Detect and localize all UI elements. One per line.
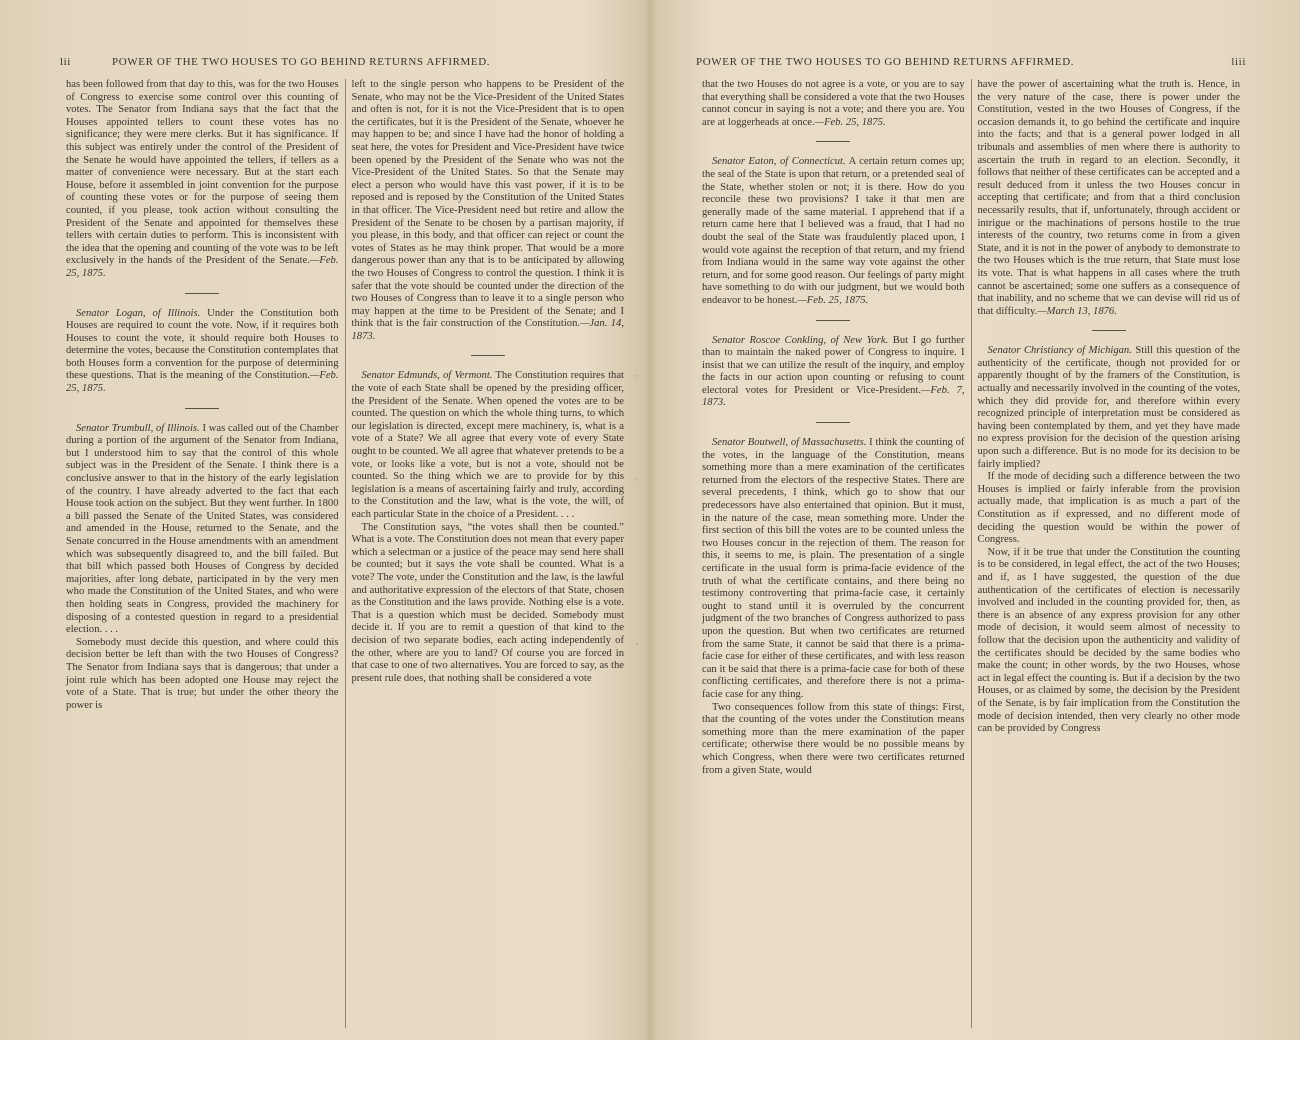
paragraph-text: The Constitution requires that the vote of each State shall be opened by the presiding officer, the President of the Senate. When opened the votes are to be counted. The question on which the whole thing turns, to which our legislation is directed, except mere machinery, is, what is a vote of a State? We all agree that every vote of every State ought to be counted. We all agree that whatever pretends to be a vote, or looks like a vote, but is not a vote, should not be counted. So the thing which we are to provide for by this legislation is a means of ascertaining fairly and truly, according to the Constitution and the law, what is the vote, the will, of each particular State in the choice of a President. . . .	[351, 370, 624, 520]
section-divider	[816, 320, 850, 321]
paragraph-text: has been followed from that day to this, was for the two Houses of Congress to exercise some control over this counting of votes. The Senator from Indiana says that the fact that the Houses appointed tellers to count these votes has no significance; they were mere clerks. But it has significance. If this subject was entirely under the control of the President of the Senate he would have appointed the tellers, if tellers as a matter of convenience were necessary. But at the start each House, before it assembled in joint convention for the purpose of counting these votes or for the purpose of seeing them counted, if you please, took action without consulting the President of the Senate and appointed for themselves these tellers with certain duties to perform. This is inconsistent with the idea that the opening and counting of the vote was to be left exclusively in the hands of the President of the Senate.	[66, 79, 339, 267]
paragraph: Somebody must decide this question, and where could this decision better be left than with the two Houses of Congress? The Senator from Indiana says that is dangerous; that under a joint rule which has been adopted one House may reject the vote of a State. That is true; but under the other theory the power is	[66, 636, 339, 711]
section-divider	[1092, 330, 1126, 331]
paragraph-text: I was called out of the Chamber during a portion of the argument of the Senator from Indiana, but I understood him to say that the control of this whole subject was in the President of the Senate. I think there is a conclusive answer to that in the history of the early legislation of the country. I have already adverted to the fact that each House took action on the subject. But they went further. In 1800 a bill passed the Senate of the United States, was considered and amended in the House, returned to the Senate, and the Senate concurred in the House amendments with an amendment which was subsequently disagreed to, and the bill failed. But that bill which passed both Houses of Congress by decided majorities, after long debate, participated in by the very men who made the Constitution of the United States, and who were then holding seats in Congress, provided the machinery for disposing of a contested question in regard to a presidential election. . . .	[66, 422, 339, 636]
paragraph: The Constitution says, “the votes shall then be counted.” What is a vote. The Constitution does not mean that every paper which a selectman or a justice of the peace may send here shall be counted; but it says the vote shall be counted. What is a vote? The vote, under the Constitution and the law, is the lawful and authoritative expression of the electors of that State, chosen as the Constitution and the laws provide. Nothing else is a vote. That is a question which must be decided. Somebody must decide it. If you are to remit a question of that kind to the decision of two separate bodies, each acting independently of the other, where are you to land? Of course you are forced in that case to one of two alternatives. You are forced to say, as the present rule does, that nothing shall be considered a vote	[351, 521, 624, 684]
section-divider	[185, 293, 219, 294]
section-divider	[471, 355, 505, 356]
left-column-2	[345, 79, 631, 1028]
speaker-name: Senator Eaton, of Connecticut.	[712, 156, 846, 168]
paragraph	[978, 345, 1241, 471]
speaker-name: Senator Boutwell, of Massachusetts.	[712, 437, 867, 449]
paragraph-text: Under the Constitution both Houses are required to count the vote. Now, if it requires both Houses to count the vote, it should require both Houses to determine the votes, because the Constitution contemplates that both Houses form a convention for the purpose of determining these questions. That is the meaning of the Constitution.	[66, 307, 339, 382]
section-divider	[816, 141, 850, 142]
left-running-title: POWER OF THE TWO HOUSES TO GO BEHIND RETURNS AFFIRMED.	[112, 56, 491, 68]
binding-stitch-mark: ·	[635, 372, 639, 382]
paragraph-text: that the two Houses do not agree is a vote, or you are to say that everything shall be considered a vote that the two Houses cannot concur in saying is not a vote; and there you are. You are at loggerheads at once.	[702, 79, 965, 128]
speech-date: —Feb. 25, 1875.	[797, 294, 869, 306]
paragraph-text: I think the counting of the votes, in the language of the Constitution, means something more than a mere examination of the certificates returned from the electors of the respective States. There are several precedents, I think, which go to show that our predecessors have also entertained that opinion. But it must, in the nature of the case, mean something more. Under the first section of this bill the votes are to be counted unless the two Houses concur in the rejection of them. The reason for this, it seems to me, is plain. The presentation of a single certificate in the usual form is prima-facie evidence of the truth of what the certificate contains, and there being no testimony controverting that prima-facie case, it certainly ought to stand until it is overruled by the concurrent judgment of the two branches of Congress authorized to pass upon the question. But when two certificates are returned from the same State, it cannot be said that there is a prima-facie case for either of these certificates, and with less reason can it be said that there is a prima-facie case for both of these conflicting certificates, and therefore there is not a prima-facie case for any thing.	[702, 437, 965, 700]
speaker-name: Senator Trumbull, of Illinois.	[76, 422, 200, 434]
right-columns	[696, 79, 1246, 1028]
left-page-number: lii	[60, 56, 71, 68]
right-column-1	[696, 79, 971, 1028]
speech-date: —Feb. 25, 1875.	[66, 255, 339, 279]
right-page-number: liii	[1231, 56, 1246, 68]
binding-stitch-mark: ·	[635, 640, 639, 650]
speaker-name: Senator Christiancy of Michigan.	[987, 345, 1132, 357]
paragraph	[702, 335, 965, 411]
speech-date: —March 13, 1876.	[1037, 305, 1117, 317]
speech-date: —Feb. 7, 1873.	[702, 384, 965, 409]
speech-date: —Feb. 25, 1875.	[66, 370, 339, 395]
speech-date: —Jan. 14, 1873.	[351, 318, 624, 342]
paragraph-text: A certain return comes up; the seal of the State is upon that return, or a pretended seal of the State, whether stolen or not; it is there. How do you reconcile these two provisions? I take it that men are generally made of the same material. I apprehend that if a return came here that I believed was a fraud, that I had no doubt the seal of the State was fraudulently placed upon, I would vote against the reception of that return, and my friend from Indiana would in the same way vote against the other return, and for some good reason. Our feelings of party might have something to do with our judgment, but we would both endeavor to be honest.	[702, 156, 965, 306]
section-divider	[816, 422, 850, 423]
speaker-name: Senator Edmunds, of Vermont.	[361, 370, 493, 382]
paragraph	[66, 423, 339, 637]
paragraph: Now, if it be true that under the Constitution the counting is to be considered, in legal effect, the act of the two Houses; and if, as I have suggested, the question of the due authentication of the certificates of election is necessarily involved and included in the counting provided for, then, as there is an absence of any express provision for any other mode of decision, it would seem almost of necessity to follow that the decision upon the authenticity and validity of the certificates should be decided by the same bodies who make the count; in other words, by the two Houses, whose act in legal effect the counting is. But if a decision by the two Houses, or as claimed by some, the decision by the President of the Senate, is by fair implication from the Constitution the mode of decision intended, then very clearly no other mode can be provided by Congress	[977, 546, 1240, 735]
paragraph-text: But I go further than to maintain the naked power of Congress to inquire. I insist that we can utilize the result of the inquiry, and employ the facts in our action upon counting or refusing to count electoral votes for President or Vice-President.	[702, 334, 965, 396]
paragraph	[978, 79, 1241, 318]
paragraph	[702, 156, 965, 307]
paragraph-text: Still this question of the authenticity of the certificate, though not provided for or apparently thought of by the framers of the Constitution, is actually and necessarily involved in the counting of the votes, which they did provide for, and therefore within every recognized principle of interpretation must be considered as having been contemplated by them, and yet they have made no express provision for the decision of the question arising upon such a difference. But is no mode for its decision to be fairly implied?	[977, 345, 1240, 470]
paragraph	[352, 79, 625, 343]
paragraph	[352, 370, 625, 521]
paragraph-text: have the power of ascertaining what the truth is. Hence, in the very nature of the case, there is power under the Constitution, vested in the two Houses of Congress, if the occasion demands it, to go behind the certificate and inquire into the facts; and that is a general power lodged in all tribunals and assemblies of men where there is authority to ascertain the truth in regard to an election. Secondly, it follows that neither of these certificates can be accepted and a result deduced from it unless the two Houses concur in accepting that certificate; and from that a third conclusion necessarily results, that if, unfortunately, through accident or intrigue or the machinations of persons hostile to the true interests of the country, two returns come in from a given State, and it is not in the power of anybody to demonstrate to the two Houses which is the true return, that State must lose its vote. That is what happens in all cases where the truth cannot be ascertained; some one suffers as a consequence of that inability, and no scheme that we can devise will rid us of that difficulty.	[977, 79, 1240, 317]
paragraph	[702, 437, 965, 701]
speaker-name: Senator Logan, of Illinois.	[76, 307, 201, 319]
right-column-2	[971, 79, 1247, 1028]
paragraph	[66, 79, 339, 281]
bottom-white-strip	[0, 1040, 1300, 1112]
left-page	[60, 0, 630, 1040]
section-divider	[185, 408, 219, 409]
speaker-name: Senator Roscoe Conkling, of New York.	[712, 334, 889, 346]
left-column-1	[60, 79, 345, 1028]
right-running-title: POWER OF THE TWO HOUSES TO GO BEHIND RETURNS AFFIRMED.	[696, 56, 1075, 68]
paragraph: If the mode of deciding such a difference between the two Houses is implied or fairly inferable from the provision actually made, that implication is as much a part of the Constitution as if expressed, and no different mode of deciding the question would be within the power of Congress.	[977, 471, 1240, 546]
paragraph	[66, 308, 339, 396]
right-page	[696, 0, 1246, 1040]
paragraph: Two consequences follow from this state of things: First, that the counting of the votes under the Constitution means something more than the mere examination of the paper certificate; otherwise there would be no possible means by which Congress, when there were two certificates returned from a given State, would	[702, 701, 965, 776]
speech-date: —Feb. 25, 1875.	[814, 116, 886, 128]
left-columns	[60, 79, 630, 1028]
binding-stitch-mark: ·	[635, 476, 639, 486]
paragraph	[702, 79, 965, 129]
paragraph-text: left to the single person who happens to be President of the Senate, who may not be the Vice-President of the United States and often is not, for it is not the Vice-President that is to open the certificates, but it is the President of the Senate, whoever he may happen to be; and since I have had the honor of holding a seat here, the votes for President and Vice-President have twice been opened by the President of the Senate who was not the Vice-President of the United States. So that the Senate may elect a person who would have this vast power, if it is to be reposed and is reposed by the Constitution of the United States in that officer. The Vice-President need but retire and allow the President of the Senate to be chosen by a partisan majority, if you please, in this body, and that officer can reject or count the votes of States as he may think proper. That would be a more dangerous power than any that is to be anticipated by allowing the two Houses of Congress to control the question. I think it is safer that the vote should be counted under the direction of the two Houses of Congress than to leave it to a single person who may happen at the time to be President of the Senate; and I think that is the fair construction of the Constitution.	[351, 79, 624, 330]
